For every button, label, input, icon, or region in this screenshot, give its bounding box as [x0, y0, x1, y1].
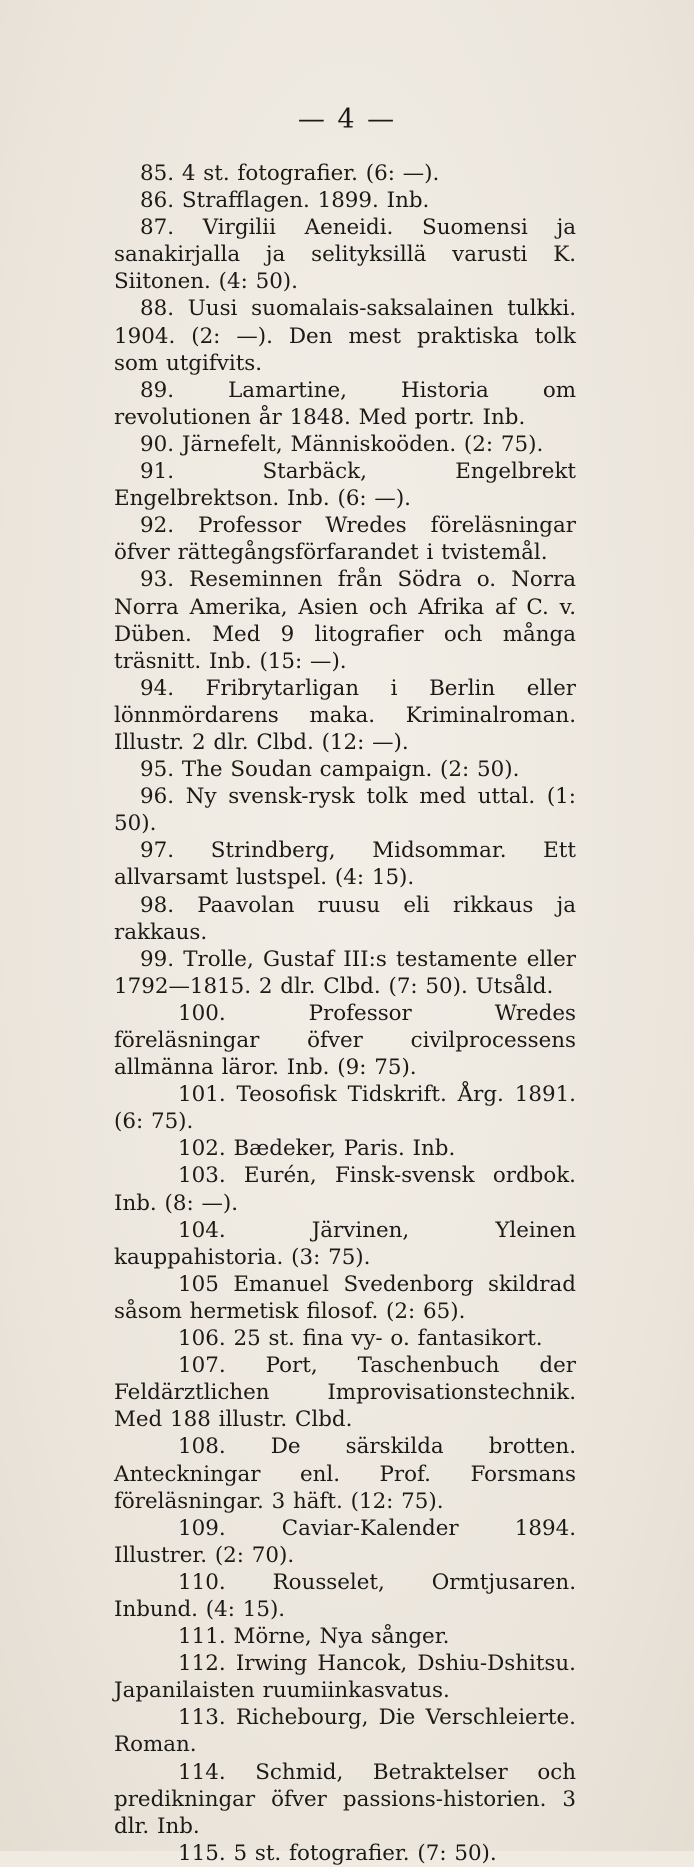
- entry-number: 96.: [140, 784, 175, 810]
- catalog-entry: [114, 1325, 576, 1352]
- catalog-entry: [114, 1569, 576, 1623]
- catalog-entry: [114, 1623, 576, 1650]
- entry-text: Strindberg, Midsommar. Ett allvarsamt lustspel. (4: 15).: [114, 838, 576, 891]
- entry-text: Eurén, Finsk-svensk ordbok. Inb. (8: —).: [114, 1163, 576, 1216]
- entry-text: 5 st. fotografier. (7: 50).: [233, 1840, 497, 1866]
- entry-number: 87.: [140, 215, 175, 241]
- entry-number: 106.: [178, 1326, 226, 1352]
- entry-number: 110.: [178, 1569, 226, 1595]
- entry-number: 91.: [140, 459, 175, 485]
- catalog-entry: [114, 377, 576, 431]
- catalog-entry: [114, 1162, 576, 1216]
- entry-text: Teosofisk Tidskrift. Årg. 1891. (6: 75).: [114, 1082, 576, 1135]
- entry-text: Järvinen, Yleinen kauppahistoria. (3: 75).: [114, 1217, 576, 1270]
- page-number: — 4 —: [297, 104, 397, 135]
- entry-text: Port, Taschenbuch der Feldärztlichen Improvisationstechnik. Med 188 illustr. Clbd.: [114, 1353, 576, 1433]
- entry-number: 95.: [140, 757, 175, 783]
- entry-text: Reseminnen från Södra o. Norra Norra Amerika, Asien och Afrika af C. v. Düben. Med 9 litografier och många träsnitt. Inb. (15: —).: [114, 567, 576, 674]
- entry-text: 25 st. fina vy- o. fantasikort.: [233, 1326, 543, 1352]
- catalog-entry: [114, 1759, 576, 1840]
- entry-text: Irwing Hancok, Dshiu-Dshitsu. Japanilaisten ruumiinkasvatus.: [114, 1651, 576, 1704]
- catalog-entry: [114, 675, 576, 756]
- entry-text: Ny svensk-rysk tolk med uttal. (1: 50).: [114, 784, 576, 837]
- entry-number: 109.: [178, 1515, 226, 1541]
- entry-number: 114.: [178, 1759, 226, 1785]
- entry-number: 108.: [178, 1434, 226, 1460]
- entry-text: Järnefelt, Människoöden. (2: 75).: [181, 431, 544, 457]
- entry-text: Professor Wredes föreläsningar öfver civilprocessens allmänna läror. Inb. (9: 75).: [114, 1000, 576, 1081]
- entry-number: 100.: [178, 1000, 226, 1026]
- catalog-entry: [114, 946, 576, 1000]
- entry-number: 101.: [178, 1082, 226, 1108]
- entry-number: 86.: [140, 188, 175, 214]
- entry-number: 103.: [178, 1163, 226, 1189]
- catalog-entry: [114, 1704, 576, 1758]
- catalog-entry: [114, 187, 576, 214]
- entry-text: Trolle, Gustaf III:s testamente eller 1792—1815. 2 dlr. Clbd. (7: 50). Utsåld.: [114, 946, 576, 999]
- catalog-entry: [114, 1433, 576, 1514]
- catalog-list: [114, 160, 576, 1867]
- entry-number: 93.: [140, 567, 175, 593]
- entry-text: 4 st. fotografier. (6: —).: [181, 161, 440, 186]
- entry-text: Fribrytarligan i Berlin eller lönnmördarens maka. Kriminalroman. Illustr. 2 dlr. Clbd. (12: —).: [114, 675, 576, 755]
- entry-number: 97.: [140, 838, 175, 864]
- entry-text: Strafflagen. 1899. Inb.: [181, 188, 430, 214]
- catalog-entry: [114, 1271, 576, 1325]
- entry-text: Bædeker, Paris. Inb.: [233, 1136, 456, 1162]
- entry-number: 104.: [178, 1217, 226, 1243]
- catalog-entry: [114, 1650, 576, 1704]
- catalog-entry: [114, 1217, 576, 1271]
- catalog-entry: [114, 295, 576, 376]
- entry-number: 88.: [140, 296, 175, 322]
- entry-number: 90.: [140, 431, 175, 457]
- entry-text: The Soudan campaign. (2: 50).: [181, 757, 520, 783]
- entry-text: Schmid, Betraktelser och predikningar öfver passions-historien. 3 dlr. Inb.: [114, 1759, 576, 1839]
- catalog-entry: [114, 1515, 576, 1569]
- entry-number: 94.: [140, 675, 175, 701]
- catalog-entry: [114, 837, 576, 891]
- entry-text: Caviar-Kalender 1894. Illustrer. (2: 70).: [114, 1515, 576, 1568]
- catalog-entry: [114, 566, 576, 674]
- entry-number: 111.: [178, 1624, 226, 1650]
- entry-text: Emanuel Svedenborg skildrad såsom hermetisk filosof. (2: 65).: [114, 1271, 576, 1324]
- entry-number: 99.: [140, 946, 175, 972]
- entry-number: 89.: [140, 377, 175, 403]
- entry-text: Starbäck, Engelbrekt Engelbrektson. Inb. (6: —).: [114, 459, 576, 512]
- catalog-entry: [114, 783, 576, 837]
- entry-text: Paavolan ruusu eli rikkaus ja rakkaus.: [114, 892, 576, 945]
- catalog-entry: [114, 458, 576, 512]
- entry-number: 102.: [178, 1136, 226, 1162]
- entry-text: Rousselet, Ormtjusaren. Inbund. (4: 15).: [114, 1569, 576, 1622]
- entry-text: Mörne, Nya sånger.: [233, 1624, 450, 1650]
- catalog-entry: [114, 1135, 576, 1162]
- entry-text: Uusi suomalais-saksalainen tulkki. 1904. (2: —). Den mest praktiska tolk som utgifvits.: [114, 296, 576, 376]
- catalog-entry: [114, 431, 576, 458]
- entry-number: 105: [178, 1271, 219, 1297]
- catalog-entry: [114, 512, 576, 566]
- entry-text: De särskilda brotten. Anteckningar enl. Prof. Forsmans föreläsningar. 3 häft. (12: 75).: [114, 1434, 576, 1514]
- entry-number: 98.: [140, 892, 175, 918]
- entry-number: 112.: [178, 1651, 226, 1677]
- entry-text: Lamartine, Historia om revolutionen år 1848. Med portr. Inb.: [114, 377, 576, 430]
- entry-number: 115.: [178, 1840, 226, 1866]
- entry-text: Richebourg, Die Verschleierte. Roman.: [114, 1705, 576, 1758]
- entry-number: 113.: [178, 1705, 226, 1731]
- entry-text: Professor Wredes föreläsningar öfver rättegångsförfarandet i tvistemål.: [114, 513, 576, 566]
- entry-number: 85.: [140, 161, 175, 186]
- catalog-entry: [114, 756, 576, 783]
- catalog-entry: [114, 1081, 576, 1135]
- catalog-entry: [114, 1840, 576, 1867]
- entry-number: 107.: [178, 1353, 226, 1379]
- catalog-entry: [114, 1000, 576, 1081]
- entry-text: Virgilii Aeneidi. Suomensi ja sanakirjalla ja selityksillä varusti K. Siitonen. (4: 50).: [114, 215, 576, 295]
- catalog-entry: [114, 214, 576, 295]
- catalog-entry: [114, 892, 576, 946]
- catalog-entry: [114, 1352, 576, 1433]
- catalog-entry: [114, 160, 576, 187]
- entry-number: 92.: [140, 513, 175, 539]
